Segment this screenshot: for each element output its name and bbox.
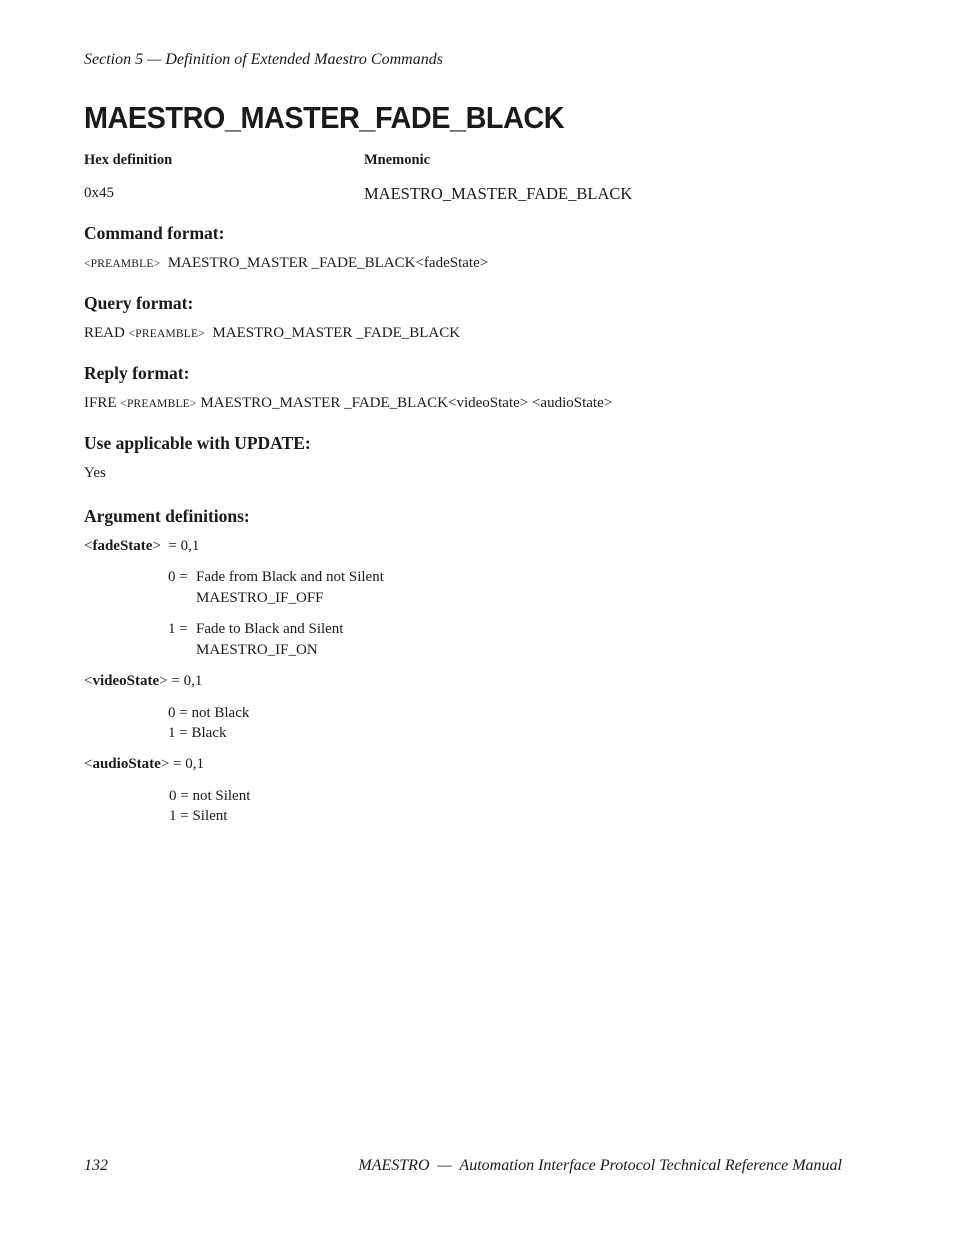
reply-format-heading: Reply format: (84, 363, 190, 383)
audio-state-option0: 0 = not Silent (169, 788, 251, 804)
angle-close: > (159, 673, 168, 689)
query-format-text: MAESTRO_MASTER _FADE_BLACK (212, 325, 461, 341)
audio-state-name: audioState (92, 756, 161, 772)
video-state-option0: 0 = not Black (168, 705, 250, 721)
preamble-token: <PREAMBLE> (128, 328, 205, 340)
fade-state-option1-key: 1 = (168, 621, 188, 637)
angle-close: > (152, 538, 161, 554)
angle-open: < (84, 538, 93, 554)
command-format-line (84, 255, 488, 272)
footer-manual-title: MAESTRO — Automation Interface Protocol Technical Reference Manual (358, 1157, 842, 1174)
fade-state-range: = 0,1 (168, 538, 200, 554)
command-format-heading: Command format: (84, 223, 225, 243)
running-head: Section 5 — Definition of Extended Maestro Commands (84, 51, 443, 68)
reply-format-line (84, 395, 612, 412)
mnemonic-header: Mnemonic (364, 152, 431, 168)
reply-prefix: IFRE (84, 395, 117, 411)
video-state-name: videoState (92, 673, 160, 689)
fade-state-name: fadeState (92, 538, 153, 554)
page-number: 132 (84, 1157, 108, 1174)
fade-state-option0-desc: Fade from Black and not Silent (196, 569, 384, 585)
fade-state-option0-key: 0 = (168, 569, 188, 585)
hex-definition-header: Hex definition (84, 152, 173, 168)
hex-value: 0x45 (84, 185, 114, 201)
video-state-range: = 0,1 (171, 673, 203, 689)
audio-state-option1: 1 = Silent (169, 808, 228, 824)
page-title: MAESTRO_MASTER_FADE_BLACK (84, 100, 565, 135)
video-state-definition (84, 673, 202, 690)
fade-state-definition (84, 538, 199, 555)
command-format-text: MAESTRO_MASTER _FADE_BLACK<fadeState> (167, 255, 489, 271)
angle-open: < (84, 673, 93, 689)
preamble-token: <PREAMBLE> (120, 398, 197, 410)
angle-open: < (84, 756, 93, 772)
update-heading: Use applicable with UPDATE: (84, 433, 311, 453)
fade-state-option1-desc: Fade to Black and Silent (196, 621, 344, 637)
audio-state-range: = 0,1 (173, 756, 204, 772)
query-format-heading: Query format: (84, 293, 194, 313)
reply-format-text: MAESTRO_MASTER _FADE_BLACK<videoState> <audioState> (200, 395, 613, 411)
preamble-token: <PREAMBLE> (84, 258, 161, 270)
argument-definitions-heading: Argument definitions: (84, 506, 250, 526)
fade-state-option0-const: MAESTRO_IF_OFF (196, 590, 324, 606)
fade-state-option1-const: MAESTRO_IF_ON (196, 642, 318, 658)
query-prefix: READ (84, 325, 125, 341)
video-state-option1: 1 = Black (168, 725, 227, 741)
angle-close: > (160, 756, 170, 772)
audio-state-definition (84, 756, 204, 773)
query-format-line (84, 325, 460, 342)
update-value: Yes (84, 465, 106, 481)
mnemonic-value: MAESTRO_MASTER_FADE_BLACK (364, 184, 633, 203)
